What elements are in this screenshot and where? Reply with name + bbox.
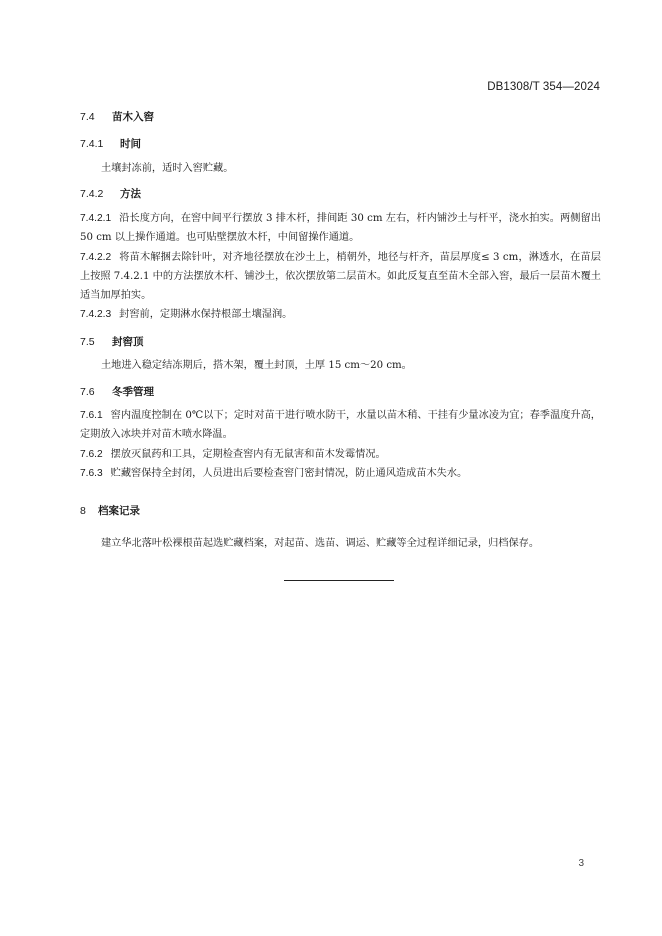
section-7-4-2-heading: [80, 186, 141, 201]
section-title: 方法: [120, 188, 141, 200]
section-number: 7.4.2: [80, 188, 104, 200]
section-title: 冬季管理: [112, 386, 154, 398]
section-number: 7.6: [80, 386, 95, 398]
section-number: 7.4.1: [80, 138, 104, 150]
clause-7-6-2: [80, 445, 601, 464]
section-7-5-text: 土地进入稳定结冻期后，搭木架，覆土封顶，土厚 15 cm～20 cm。: [101, 360, 412, 371]
section-title: 苗木入窖: [112, 111, 154, 123]
clause-number: 7.6.2: [80, 449, 103, 460]
section-7-4-heading: [80, 109, 154, 124]
clause-7-4-2-3: [80, 305, 601, 324]
section-8-heading: [80, 503, 140, 518]
end-of-document-line: [284, 580, 394, 581]
clause-7-4-2-1: [80, 209, 601, 247]
section-title: 档案记录: [98, 505, 140, 517]
section-7-6-heading: [80, 384, 154, 399]
clause-text: 封窖前，定期淋水保持根部土壤湿润。: [119, 309, 293, 320]
clause-number: 7.4.2.1: [80, 213, 112, 224]
clause-text: 沿长度方向，在窖中间平行摆放 3 排木杆，排间距 30 cm 左右，杆内铺沙土与杆平，浇水拍实。两侧留出 50 cm 以上操作通道。也可贴壁摆放木杆，中间留操作通道。: [80, 213, 601, 243]
section-number: 7.4: [80, 111, 95, 123]
clause-7-4-2-2: [80, 248, 601, 305]
section-8-text: 建立华北落叶松裸根苗起选贮藏档案，对起苗、选苗、调运、贮藏等全过程详细记录，归档保存。: [101, 538, 540, 549]
page-number: 3: [578, 858, 584, 869]
section-7-4-1-text: 土壤封冻前，适时入窖贮藏。: [101, 163, 234, 174]
clause-text: 窖内温度控制在 0℃以下；定时对苗干进行喷水防干，水量以苗木稍、干挂有少量冰凌为宜；春季温度升高，定期放入冰块并对苗木喷水降温。: [80, 410, 601, 440]
clause-text: 贮藏窖保持全封闭，人员进出后要检查窖门密封情况，防止通风造成苗木失水。: [110, 468, 468, 479]
clause-7-6-3: [80, 464, 601, 483]
section-7-4-1-heading: [80, 136, 141, 151]
section-number: 8: [80, 505, 86, 517]
section-number: 7.5: [80, 336, 95, 348]
clause-number: 7.6.3: [80, 468, 103, 479]
clause-text: 摆放灭鼠药和工具，定期检查窖内有无鼠害和苗木发霉情况。: [110, 449, 386, 460]
section-title: 封窖顶: [112, 336, 144, 348]
section-title: 时间: [120, 138, 141, 150]
section-7-5-heading: [80, 334, 144, 349]
clause-number: 7.4.2.2: [80, 252, 112, 263]
clause-text: 将苗木解捆去除针叶，对齐地径摆放在沙土上，梢朝外，地径与杆齐，苗层厚度≤ 3 cm，淋透水，在苗层上按照 7.4.2.1 中的方法摆放木杆、铺沙土，依次摆放第二层苗木。如此反复直至苗木全部入窖，最后一层苗木覆土适当加厚拍实。: [80, 252, 601, 301]
doc-code: DB1308/T 354—2024: [487, 81, 600, 93]
clause-number: 7.4.2.3: [80, 309, 112, 320]
clause-7-6-1: [80, 406, 601, 444]
clause-number: 7.6.1: [80, 410, 103, 421]
